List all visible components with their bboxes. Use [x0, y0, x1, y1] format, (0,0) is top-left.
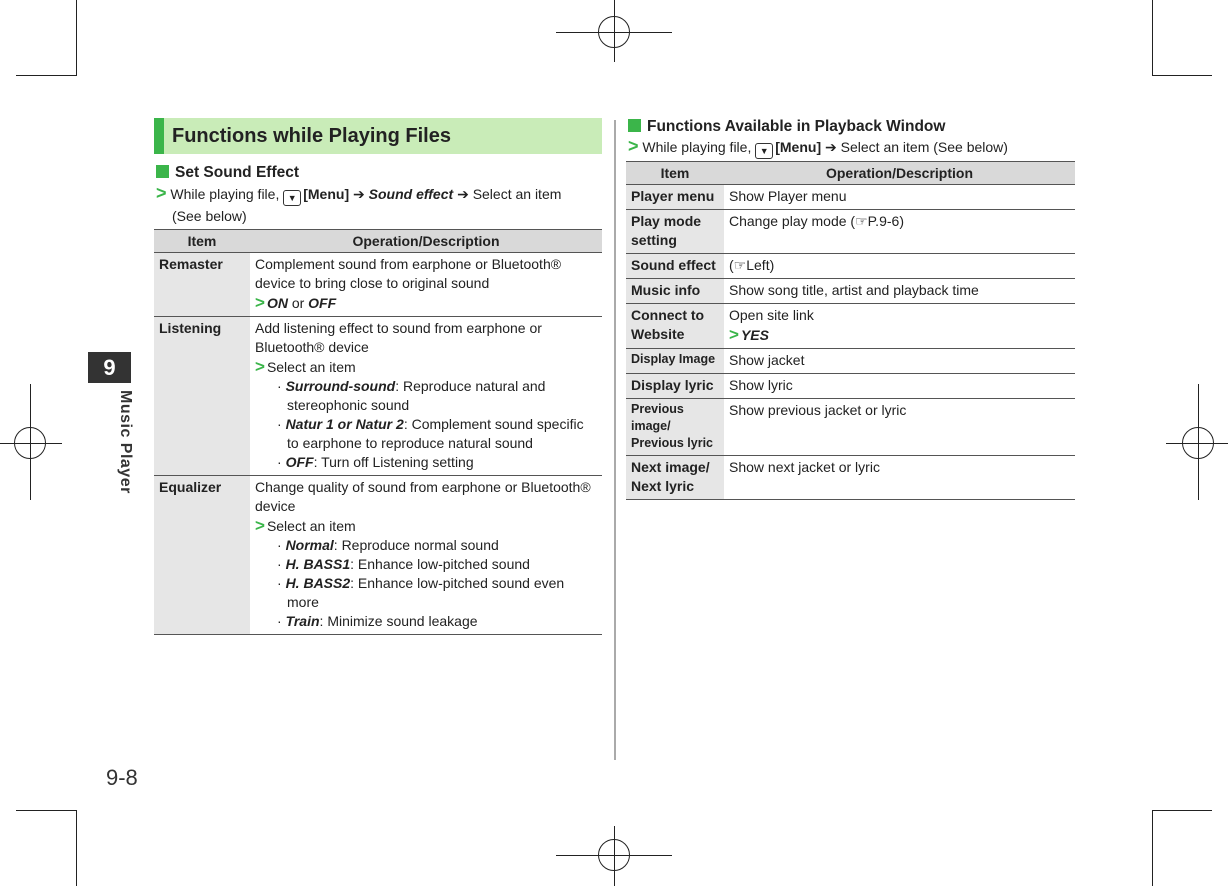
table-row: Play mode setting Change play mode (☞P.9-6) — [626, 210, 1075, 254]
page-number: 9-8 — [106, 765, 138, 790]
step-arrow-icon: > — [628, 136, 639, 156]
step-arrow-icon: > — [729, 325, 739, 344]
menu-key-icon: ▼ — [755, 143, 773, 159]
page-reference-icon: ☞ — [855, 213, 868, 229]
column-divider — [614, 120, 616, 760]
table-row: Remaster Complement sound from earphone or Bluetooth® device to bring close to original sound > ON or OFF — [154, 253, 602, 317]
section-title: Functions while Playing Files — [154, 118, 602, 154]
chapter-label: Music Player — [117, 390, 134, 494]
table-row: Next image/ Next lyric Show next jacket or lyric — [626, 456, 1075, 500]
table-row: Listening Add listening effect to sound from earphone or Bluetooth® device > Select an item · Surround-sound: Reproduce natural and stereophonic sound · Natur 1 or Natur 2: Complement sound specific to earphone to reproduce natural sound · OFF: Turn off Listening setting — [154, 317, 602, 476]
table-row: Connect to Website Open site link > YES — [626, 304, 1075, 349]
col-header-description: Operation/Description — [250, 230, 602, 253]
step-arrow-icon: > — [255, 516, 265, 535]
table-row: Music info Show song title, artist and playback time — [626, 279, 1075, 304]
sound-effect-table — [154, 229, 602, 635]
step-arrow-icon: > — [255, 357, 265, 376]
table-row: Sound effect (☞Left) — [626, 254, 1075, 279]
table-row: Display lyric Show lyric — [626, 374, 1075, 399]
table-row: Display Image Show jacket — [626, 349, 1075, 374]
chapter-number: 9 — [88, 352, 131, 383]
table-row: Player menu Show Player menu — [626, 185, 1075, 210]
step-arrow-icon: > — [156, 183, 167, 203]
square-bullet-icon — [628, 119, 641, 132]
col-header-item: Item — [154, 230, 250, 253]
table-row: Previous image/ Previous lyric Show previous jacket or lyric — [626, 399, 1075, 456]
subsection-heading-playback-window: Functions Available in Playback Window — [628, 118, 945, 136]
page-reference-icon: ☞ — [733, 257, 747, 273]
step-arrow-icon: > — [255, 293, 265, 312]
subsection-heading-sound-effect: Set Sound Effect — [156, 164, 299, 182]
playback-functions-table — [626, 161, 1075, 500]
procedure-step: > While playing file, ▼ [Menu] ➔ Select an item (See below) — [628, 136, 1074, 159]
square-bullet-icon — [156, 165, 169, 178]
menu-key-icon: ▼ — [283, 190, 301, 206]
procedure-step: > While playing file, ▼ [Menu] ➔ Sound effect ➔ Select an item (See below) — [156, 183, 562, 224]
col-header-description: Operation/Description — [724, 162, 1075, 185]
col-header-item: Item — [626, 162, 724, 185]
table-row: Equalizer Change quality of sound from earphone or Bluetooth® device > Select an item · Normal: Reproduce normal sound · H. BASS1: Enhance low-pitched sound · H. BASS2: Enhance low-pitched sound even more · Train: Minimize sound leakage — [154, 476, 602, 635]
